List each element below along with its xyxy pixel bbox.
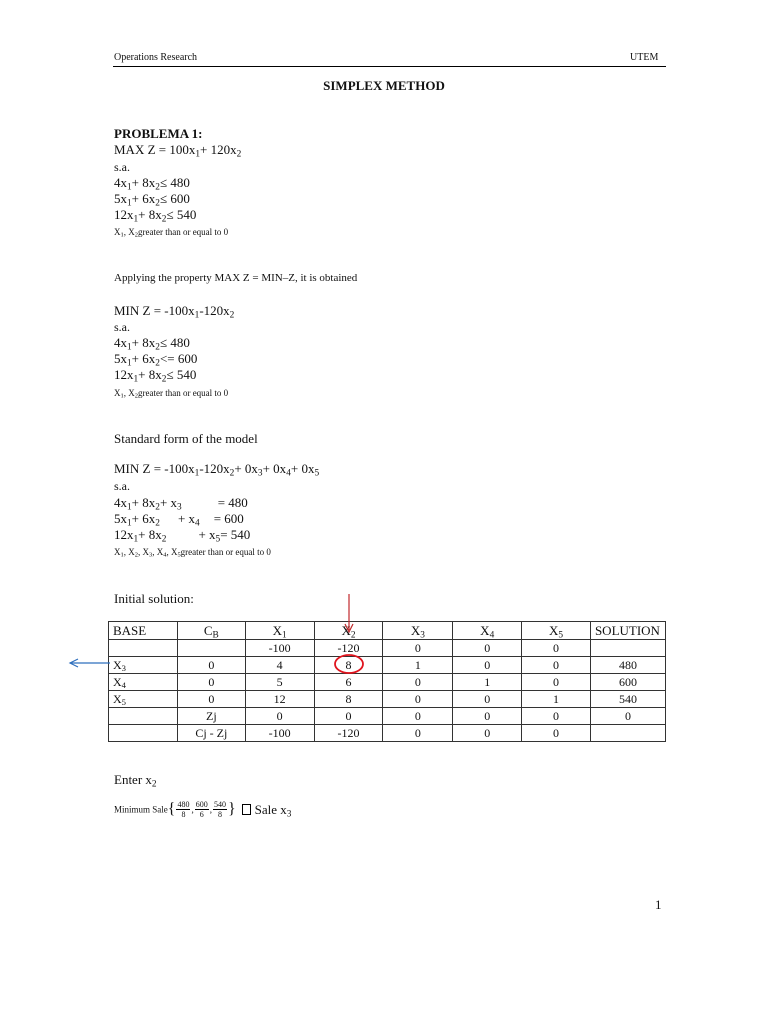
table-cell: 0 xyxy=(522,640,591,657)
cj-zj-row xyxy=(109,725,666,742)
table-cell: 0 xyxy=(245,708,314,725)
page-title: SIMPLEX METHOD xyxy=(323,78,445,93)
cj-row xyxy=(109,640,666,657)
ratio-fraction: $\frac{540}{8}$ xyxy=(213,800,226,819)
header-cb: $C_B$ xyxy=(177,622,245,640)
subject-to-label: s.a. xyxy=(114,160,130,174)
table-cell: 0 xyxy=(383,640,453,657)
table-cell: 0 xyxy=(177,691,245,708)
constraint-3: $12x_1+ 8x_2\le 540$ xyxy=(114,207,197,225)
pivot-cell: 8 xyxy=(314,657,383,674)
table-cell: 0 xyxy=(522,657,591,674)
table-cell xyxy=(177,640,245,657)
table-cell: 5 xyxy=(245,674,314,691)
table-cell: 0 xyxy=(453,708,522,725)
table-cell: 0 xyxy=(383,725,453,742)
header-x1: $X_1$ xyxy=(245,622,314,640)
leaving-variable-text: Sale $x_3$ xyxy=(254,801,292,819)
basis-row-x5 xyxy=(109,691,666,708)
standard-objective: MIN $Z = -100x_1-120x_2+ 0x_3+ 0x_4+ 0x_5$ xyxy=(114,461,320,479)
table-cell xyxy=(109,640,178,657)
ratio-fraction: $\frac{600}{6}$ xyxy=(195,800,208,819)
table-cell: 0 xyxy=(177,674,245,691)
min-constraint-2: $5x_1+ 6x_2<= 600$ xyxy=(114,351,198,369)
min-constraint-1: $4x_1+ 8x_2\le 480$ xyxy=(114,335,190,353)
table-cell: -120 xyxy=(314,725,383,742)
table-cell: 0 xyxy=(383,674,453,691)
basis-row-x4 xyxy=(109,674,666,691)
enter-variable-text: Enter $x_2$ xyxy=(114,772,157,790)
table-cell: -100 xyxy=(245,725,314,742)
table-cell xyxy=(590,725,665,742)
standard-form-heading: Standard form of the model xyxy=(114,431,258,446)
table-cell: Cj - Zj xyxy=(177,725,245,742)
left-brace-icon: { xyxy=(167,800,176,818)
minimum-label: Minimum Sale xyxy=(114,804,168,815)
minimum-ratio: Minimum Sale{ $\frac{480}{8}$ , $\frac{600}{6}$ , $\frac{540}{8}$ } Sale $x_3$ xyxy=(114,800,292,819)
basis-variable: $X_4$ xyxy=(109,674,178,691)
standard-constraint-1: $4x_1+ 8x_2+ x_3 = 480$ xyxy=(114,495,248,513)
table-cell: 1 xyxy=(383,657,453,674)
table-cell: 0 xyxy=(522,708,591,725)
table-cell: 1 xyxy=(522,691,591,708)
simplex-tableau xyxy=(108,621,666,742)
table-cell: -100 xyxy=(245,640,314,657)
basis-row-x3 xyxy=(109,657,666,674)
table-cell: -120 xyxy=(314,640,383,657)
max-objective: MAX $Z = 100x_1+ 120x_2$ xyxy=(114,142,242,160)
table-cell: 0 xyxy=(314,708,383,725)
running-header-left: Operations Research xyxy=(114,52,198,63)
header-x2: $X_2$ xyxy=(314,622,383,640)
zj-row xyxy=(109,708,666,725)
table-cell: 6 xyxy=(314,674,383,691)
table-cell: 0 xyxy=(453,691,522,708)
table-cell: 600 xyxy=(590,674,665,691)
missing-glyph-icon xyxy=(242,804,251,815)
standard-subject-to: s.a. xyxy=(114,479,130,493)
header-x4: $X_4$ xyxy=(453,622,522,640)
running-header-right: UTEM xyxy=(630,52,659,63)
header-x5: $X_5$ xyxy=(522,622,591,640)
table-cell: 0 xyxy=(453,725,522,742)
tableau-header-row xyxy=(109,622,666,640)
table-cell: 0 xyxy=(522,674,591,691)
constraint-1: $4x_1+ 8x_2\le 480$ xyxy=(114,175,190,193)
table-cell: 8 xyxy=(314,691,383,708)
table-cell: Zj xyxy=(177,708,245,725)
table-cell: 0 xyxy=(522,725,591,742)
header-x3: $X_3$ xyxy=(383,622,453,640)
table-cell: 0 xyxy=(383,691,453,708)
initial-solution-heading: Initial solution: xyxy=(114,591,194,606)
min-nonnegativity: $X_1$, $X_2greater$ than or equal to 0 xyxy=(114,388,229,400)
min-objective: MIN $Z = -100x_1-120x_2$ xyxy=(114,303,235,321)
problem-heading: PROBLEMA 1: xyxy=(114,126,203,141)
table-cell xyxy=(590,640,665,657)
table-cell: 0 xyxy=(177,657,245,674)
basis-variable: $X_3$ xyxy=(109,657,178,674)
basis-variable: $X_5$ xyxy=(109,691,178,708)
leaving-variable-arrow xyxy=(70,659,110,667)
standard-nonnegativity: $X_1$, $X_2$, $X_3$, $X_4$, $X_5greater$ than or equal to 0 xyxy=(114,547,271,559)
table-cell xyxy=(109,725,178,742)
right-brace-icon: } xyxy=(227,800,236,818)
table-cell: 1 xyxy=(453,674,522,691)
table-cell: 0 xyxy=(383,708,453,725)
min-subject-to: s.a. xyxy=(114,320,130,334)
table-cell: 0 xyxy=(590,708,665,725)
header-rule xyxy=(113,66,666,67)
standard-constraint-2: $5x_1+ 6x_2 + x_4 = 600$ xyxy=(114,511,244,529)
nonnegativity: $X_1$, $X_2greater$ than or equal to 0 xyxy=(114,227,229,239)
constraint-2: $5x_1+ 6x_2\le 600$ xyxy=(114,191,190,209)
table-cell: 12 xyxy=(245,691,314,708)
table-cell: 540 xyxy=(590,691,665,708)
property-text: Applying the property MAX Z = MIN–Z, it is obtained xyxy=(114,272,358,284)
table-cell: 4 xyxy=(245,657,314,674)
page-number: 1 xyxy=(655,897,662,912)
table-cell: 480 xyxy=(590,657,665,674)
table-cell xyxy=(109,708,178,725)
table-cell: 0 xyxy=(453,640,522,657)
min-constraint-3: $12x_1+ 8x_2\le 540$ xyxy=(114,367,197,385)
header-solution: SOLUTION xyxy=(590,622,665,640)
ratio-fraction: $\frac{480}{8}$ xyxy=(177,800,190,819)
header-base: BASE xyxy=(109,622,178,640)
table-cell: 0 xyxy=(453,657,522,674)
standard-constraint-3: $12x_1+ 8x_2 + x_5= 540$ xyxy=(114,527,251,545)
